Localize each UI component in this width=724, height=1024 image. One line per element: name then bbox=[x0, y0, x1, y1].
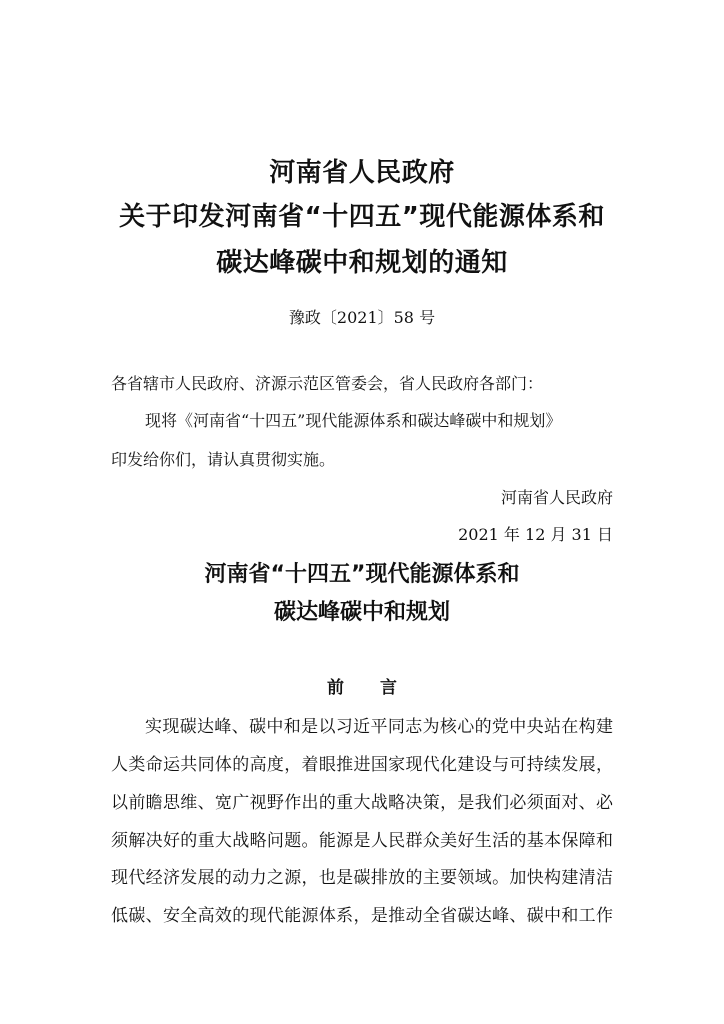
issuer-signature: 河南省人民政府 bbox=[500, 488, 613, 507]
addressee: 各省辖市人民政府、济源示范区管委会，省人民政府各部门： bbox=[111, 374, 544, 393]
notice-title-line-1: 河南省人民政府 bbox=[269, 158, 455, 188]
preface-line: 以前瞻思维、宽广视野作出的重大战略决策，是我们必须面对、必 bbox=[111, 793, 613, 813]
preface-heading: 前言 bbox=[327, 678, 433, 698]
notice-body-line-1: 现将《河南省“十四五”现代能源体系和碳达峰碳中和规划》 bbox=[145, 411, 562, 430]
preface-line: 须解决好的重大战略问题。能源是人民群众美好生活的基本保障和 bbox=[111, 831, 613, 851]
document-number: 豫政〔2021〕58 号 bbox=[288, 308, 436, 327]
notice-title-line-2: 关于印发河南省“十四五”现代能源体系和 bbox=[119, 202, 605, 232]
plan-title-line-2: 碳达峰碳中和规划 bbox=[273, 600, 450, 625]
preface-line: 实现碳达峰、碳中和是以习近平同志为核心的党中央站在构建 bbox=[145, 717, 613, 737]
issue-date: 2021 年 12 月 31 日 bbox=[458, 525, 613, 544]
preface-line: 人类命运共同体的高度，着眼推进国家现代化建设与可持续发展， bbox=[111, 755, 613, 775]
notice-title-line-3: 碳达峰碳中和规划的通知 bbox=[216, 248, 508, 278]
notice-body-line-2: 印发给你们，请认真贯彻实施。 bbox=[111, 450, 336, 469]
plan-title-line-1: 河南省“十四五”现代能源体系和 bbox=[204, 562, 520, 587]
preface-line: 现代经济发展的动力之源，也是碳排放的主要领域。加快构建清洁 bbox=[111, 868, 613, 888]
preface-line: 低碳、安全高效的现代能源体系，是推动全省碳达峰、碳中和工作 bbox=[111, 906, 613, 926]
